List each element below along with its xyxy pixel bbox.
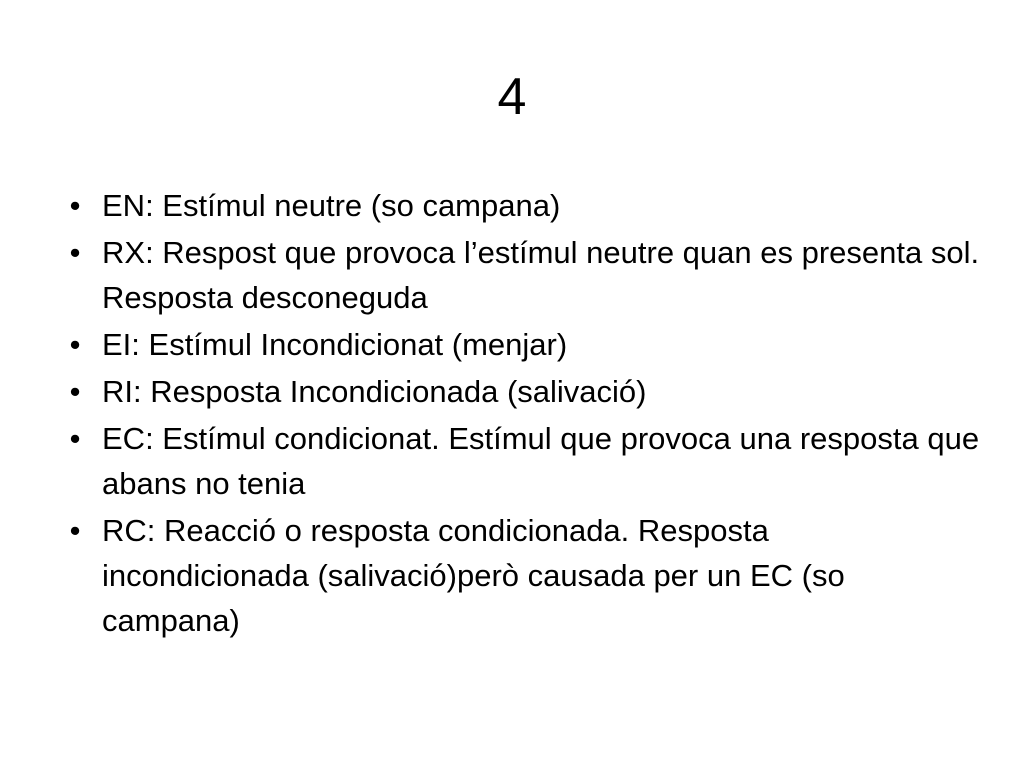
bullet-list [60, 183, 980, 645]
list-item-text: RC: Reacció o resposta condicionada. Resposta incondicionada (salivació)però causada per un EC (so campana) [102, 513, 845, 638]
list-item-text: EI: Estímul Incondicionat (menjar) [102, 327, 568, 362]
list-item [60, 369, 980, 414]
list-item [60, 416, 980, 506]
list-item [60, 183, 980, 228]
list-item-text: RX: Respost que provoca l’estímul neutre quan es presenta sol. Resposta desconeguda [102, 235, 980, 315]
list-item [60, 230, 980, 320]
list-item [60, 322, 980, 367]
bullet-icon: • [69, 374, 81, 409]
bullet-icon: • [69, 421, 81, 456]
list-item-text: RI: Resposta Incondicionada (salivació) [102, 374, 647, 409]
bullet-icon: • [69, 235, 81, 270]
list-item [60, 508, 980, 643]
list-item-text: EN: Estímul neutre (so campana) [102, 188, 561, 223]
bullet-icon: • [69, 327, 81, 362]
list-item-text: EC: Estímul condicionat. Estímul que provoca una resposta que abans no tenia [102, 421, 980, 501]
bullet-icon: • [69, 188, 81, 223]
slide-title: 4 [497, 68, 527, 126]
bullet-icon: • [69, 513, 81, 548]
